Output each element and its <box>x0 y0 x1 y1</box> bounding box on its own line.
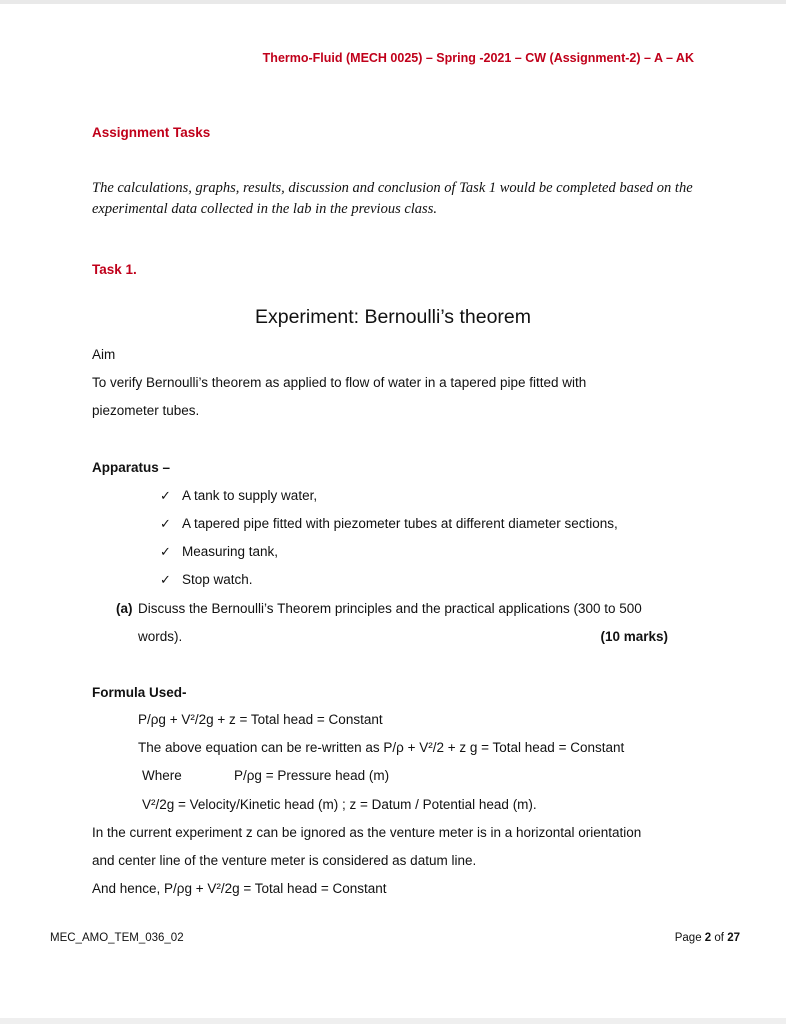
note-line-1: In the current experiment z can be ignored as the venture meter is in a horizontal orientation <box>92 825 642 840</box>
checkmark-icon: ✓ <box>160 544 171 559</box>
velocity-head-def: V²/2g = Velocity/Kinetic head (m) ; z = Datum / Potential head (m). <box>142 797 537 812</box>
checkmark-icon: ✓ <box>160 488 171 503</box>
question-marks: (10 marks) <box>600 629 668 644</box>
apparatus-item: ✓ Measuring tank, <box>160 544 279 559</box>
note-line-2: and center line of the venture meter is considered as datum line. <box>92 853 477 868</box>
note-line-3: And hence, P/ρg + V²/2g = Total head = Constant <box>92 881 387 896</box>
bottom-bar <box>0 1018 786 1024</box>
apparatus-item: ✓ Stop watch. <box>160 572 253 587</box>
apparatus-item: ✓ A tank to supply water, <box>160 488 318 503</box>
experiment-title: Experiment: Bernoulli’s theorem <box>254 306 532 328</box>
checkmark-icon: ✓ <box>160 516 171 531</box>
assignment-tasks-heading: Assignment Tasks <box>92 125 211 140</box>
top-bar <box>0 0 786 4</box>
aim-label: Aim <box>92 347 116 362</box>
formula-heading: Formula Used- <box>92 685 187 700</box>
intro-paragraph: The calculations, graphs, results, discussion and conclusion of Task 1 would be completed based on the experimental data collected in the lab in the previous class. <box>92 180 693 217</box>
page-header: Thermo-Fluid (MECH 0025) – Spring -2021 – CW (Assignment-2) – A – AK <box>262 51 694 65</box>
question-line-2: words). <box>138 629 183 644</box>
pressure-head-def: P/ρg = Pressure head (m) <box>234 768 390 783</box>
question-marker: (a) <box>116 601 133 616</box>
task-heading: Task 1. <box>92 262 137 277</box>
where-label: Where <box>142 768 182 783</box>
footer-page-number: Page 2 of 27 <box>674 932 740 944</box>
apparatus-heading: Apparatus – <box>92 460 171 475</box>
formula-line-1: P/ρg + V²/2g + z = Total head = Constant <box>138 712 383 727</box>
footer-doc-code: MEC_AMO_TEM_036_02 <box>50 932 184 944</box>
formula-line-2: The above equation can be re-written as P/ρ + V²/2 + z g = Total head = Constant <box>138 740 625 755</box>
aim-line-1: To verify Bernoulli’s theorem as applied to flow of water in a tapered pipe fitted with <box>92 375 587 390</box>
aim-line-2: piezometer tubes. <box>92 403 200 418</box>
checkmark-icon: ✓ <box>160 572 171 587</box>
question-line-1: Discuss the Bernoulli’s Theorem principles and the practical applications (300 to 500 <box>138 601 642 616</box>
apparatus-item: ✓ A tapered pipe fitted with piezometer tubes at different diameter sections, <box>160 516 618 531</box>
